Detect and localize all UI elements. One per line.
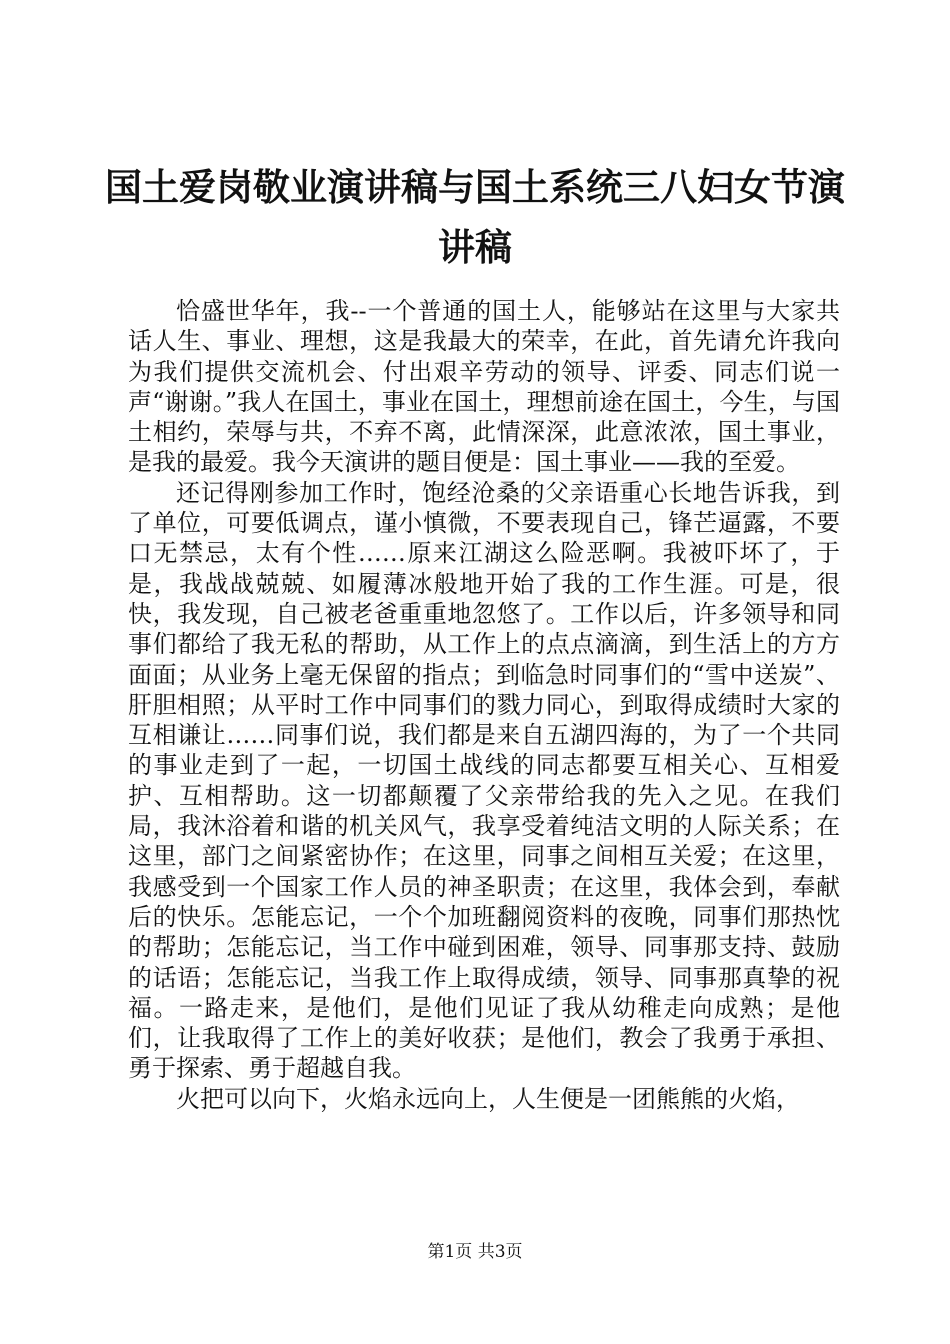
document-body — [128, 296, 840, 1114]
page-footer: 第1页 共3页 — [427, 1242, 523, 1262]
document-title: 国土爱岗敬业演讲稿与国土系统三八妇女节演讲稿 — [105, 166, 845, 269]
paragraph: 恰盛世华年，我--一个普通的国土人，能够站在这里与大家共话人生、事业、理想，这是我最大的荣幸，在此，首先请允许我向为我们提供交流机会、付出艰辛劳动的领导、评委、同志们说一声“谢谢。”我人在国土，事业在国土，理想前途在国土，今生，与国土相约，荣辱与共，不弃不离，此情深深，此意浓浓，国土事业，是我的最爱。我今天演讲的题目便是：国土事业——我的至爱。 — [128, 297, 840, 477]
paragraph: 还记得刚参加工作时，饱经沧桑的父亲语重心长地告诉我，到了单位，可要低调点，谨小慎微，不要表现自己，锋芒逼露，不要口无禁忌，太有个性……原来江湖这么险恶啊。我被吓坏了，于是，我战战兢兢、如履薄冰般地开始了我的工作生涯。可是，很快，我发现，自己被老爸重重地忽悠了。工作以后，许多领导和同事们都给了我无私的帮助，从工作上的点点滴滴，到生活上的方方面面；从业务上毫无保留的指点；到临急时同事们的“雪中送炭”、肝胆相照；从平时工作中同事们的戮力同心，到取得成绩时大家的互相谦让……同事们说，我们都是来自五湖四海的，为了一个共同的事业走到了一起，一切国土战线的同志都要互相关心、互相爱护、互相帮助。这一切都颠覆了父亲带给我的先入之见。在我们局，我沐浴着和谐的机关风气，我享受着纯洁文明的人际关系；在这里，部门之间紧密协作；在这里，同事之间相互关爱；在这里，我感受到一个国家工作人员的神圣职责；在这里，我体会到，奉献后的快乐。怎能忘记，一个个加班翻阅资料的夜晚，同事们那热忱的帮助；怎能忘记，当工作中碰到困难，领导、同事那支持、鼓励的话语；怎能忘记，当我工作上取得成绩，领导、同事那真挚的祝福。一路走来，是他们，是他们见证了我从幼稚走向成熟；是他们，让我取得了工作上的美好收获；是他们，教会了我勇于承担、勇于探索、勇于超越自我。 — [128, 478, 840, 1083]
paragraph: 火把可以向下，火焰永远向上，人生便是一团熊熊的火焰， — [176, 1084, 800, 1113]
